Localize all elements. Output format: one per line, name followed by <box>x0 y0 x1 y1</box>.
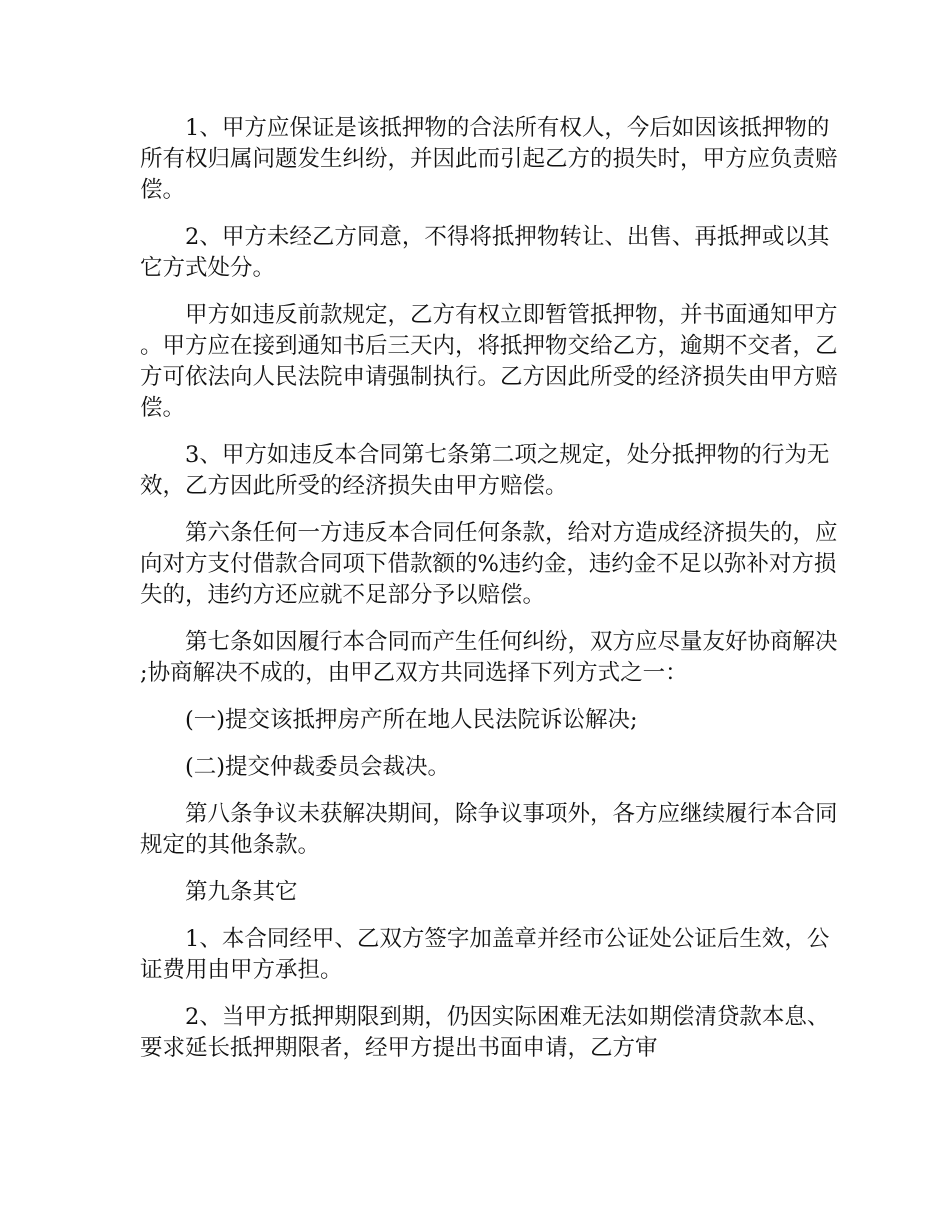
paragraph-option-1-court: (一)提交该抵押房产所在地人民法院诉讼解决; <box>185 707 638 733</box>
paragraph-article-7-disputes: 第七条如因履行本合同而产生任何纠纷，双方应尽量友好协商解决;协商解决不成的，由甲乙双方共同选择下列方式之一： <box>140 629 838 686</box>
paragraph-article-9-item-1: 1、本合同经甲、乙双方签字加盖章并经市公证处公证后生效，公证费用由甲方承担。 <box>140 926 830 983</box>
paragraph-clause-3-invalid-disposal: 3、甲方如违反本合同第七条第二项之规定，处分抵押物的行为无效，乙方因此所受的经济损失由甲方赔偿。 <box>140 442 830 499</box>
paragraph-article-9-heading: 第九条其它 <box>185 879 298 905</box>
paragraph-option-2-arbitration: (二)提交仲裁委员会裁决。 <box>185 754 451 780</box>
paragraph-clause-1-ownership: 1、甲方应保证是该抵押物的合法所有权人，今后如因该抵押物的所有权归属问题发生纠纷，并因此而引起乙方的损失时，甲方应负责赔偿。 <box>140 115 838 203</box>
paragraph-clause-2-no-transfer: 2、甲方未经乙方同意，不得将抵押物转让、出售、再抵押或以其它方式处分。 <box>140 224 830 281</box>
paragraph-article-9-item-2: 2、当甲方抵押期限到期，仍因实际困难无法如期偿清贷款本息、要求延长抵押期限者，经甲方提出书面申请，乙方审 <box>140 1004 830 1061</box>
paragraph-violation-custody: 甲方如违反前款规定，乙方有权立即暂管抵押物，并书面通知甲方。甲方应在接到通知书后三天内，将抵押物交给乙方，逾期不交者，乙方可依法向人民法院申请强制执行。乙方因此所受的经济损失由甲方赔偿。 <box>140 302 838 421</box>
paragraph-article-6-breach: 第六条任何一方违反本合同任何条款，给对方造成经济损失的，应向对方支付借款合同项下借款额的%违约金，违约金不足以弥补对方损失的，违约方还应就不足部分予以赔偿。 <box>140 520 838 608</box>
paragraph-article-8-continue: 第八条争议未获解决期间，除争议事项外，各方应继续履行本合同规定的其他条款。 <box>140 801 838 858</box>
document-body <box>140 113 840 1080</box>
